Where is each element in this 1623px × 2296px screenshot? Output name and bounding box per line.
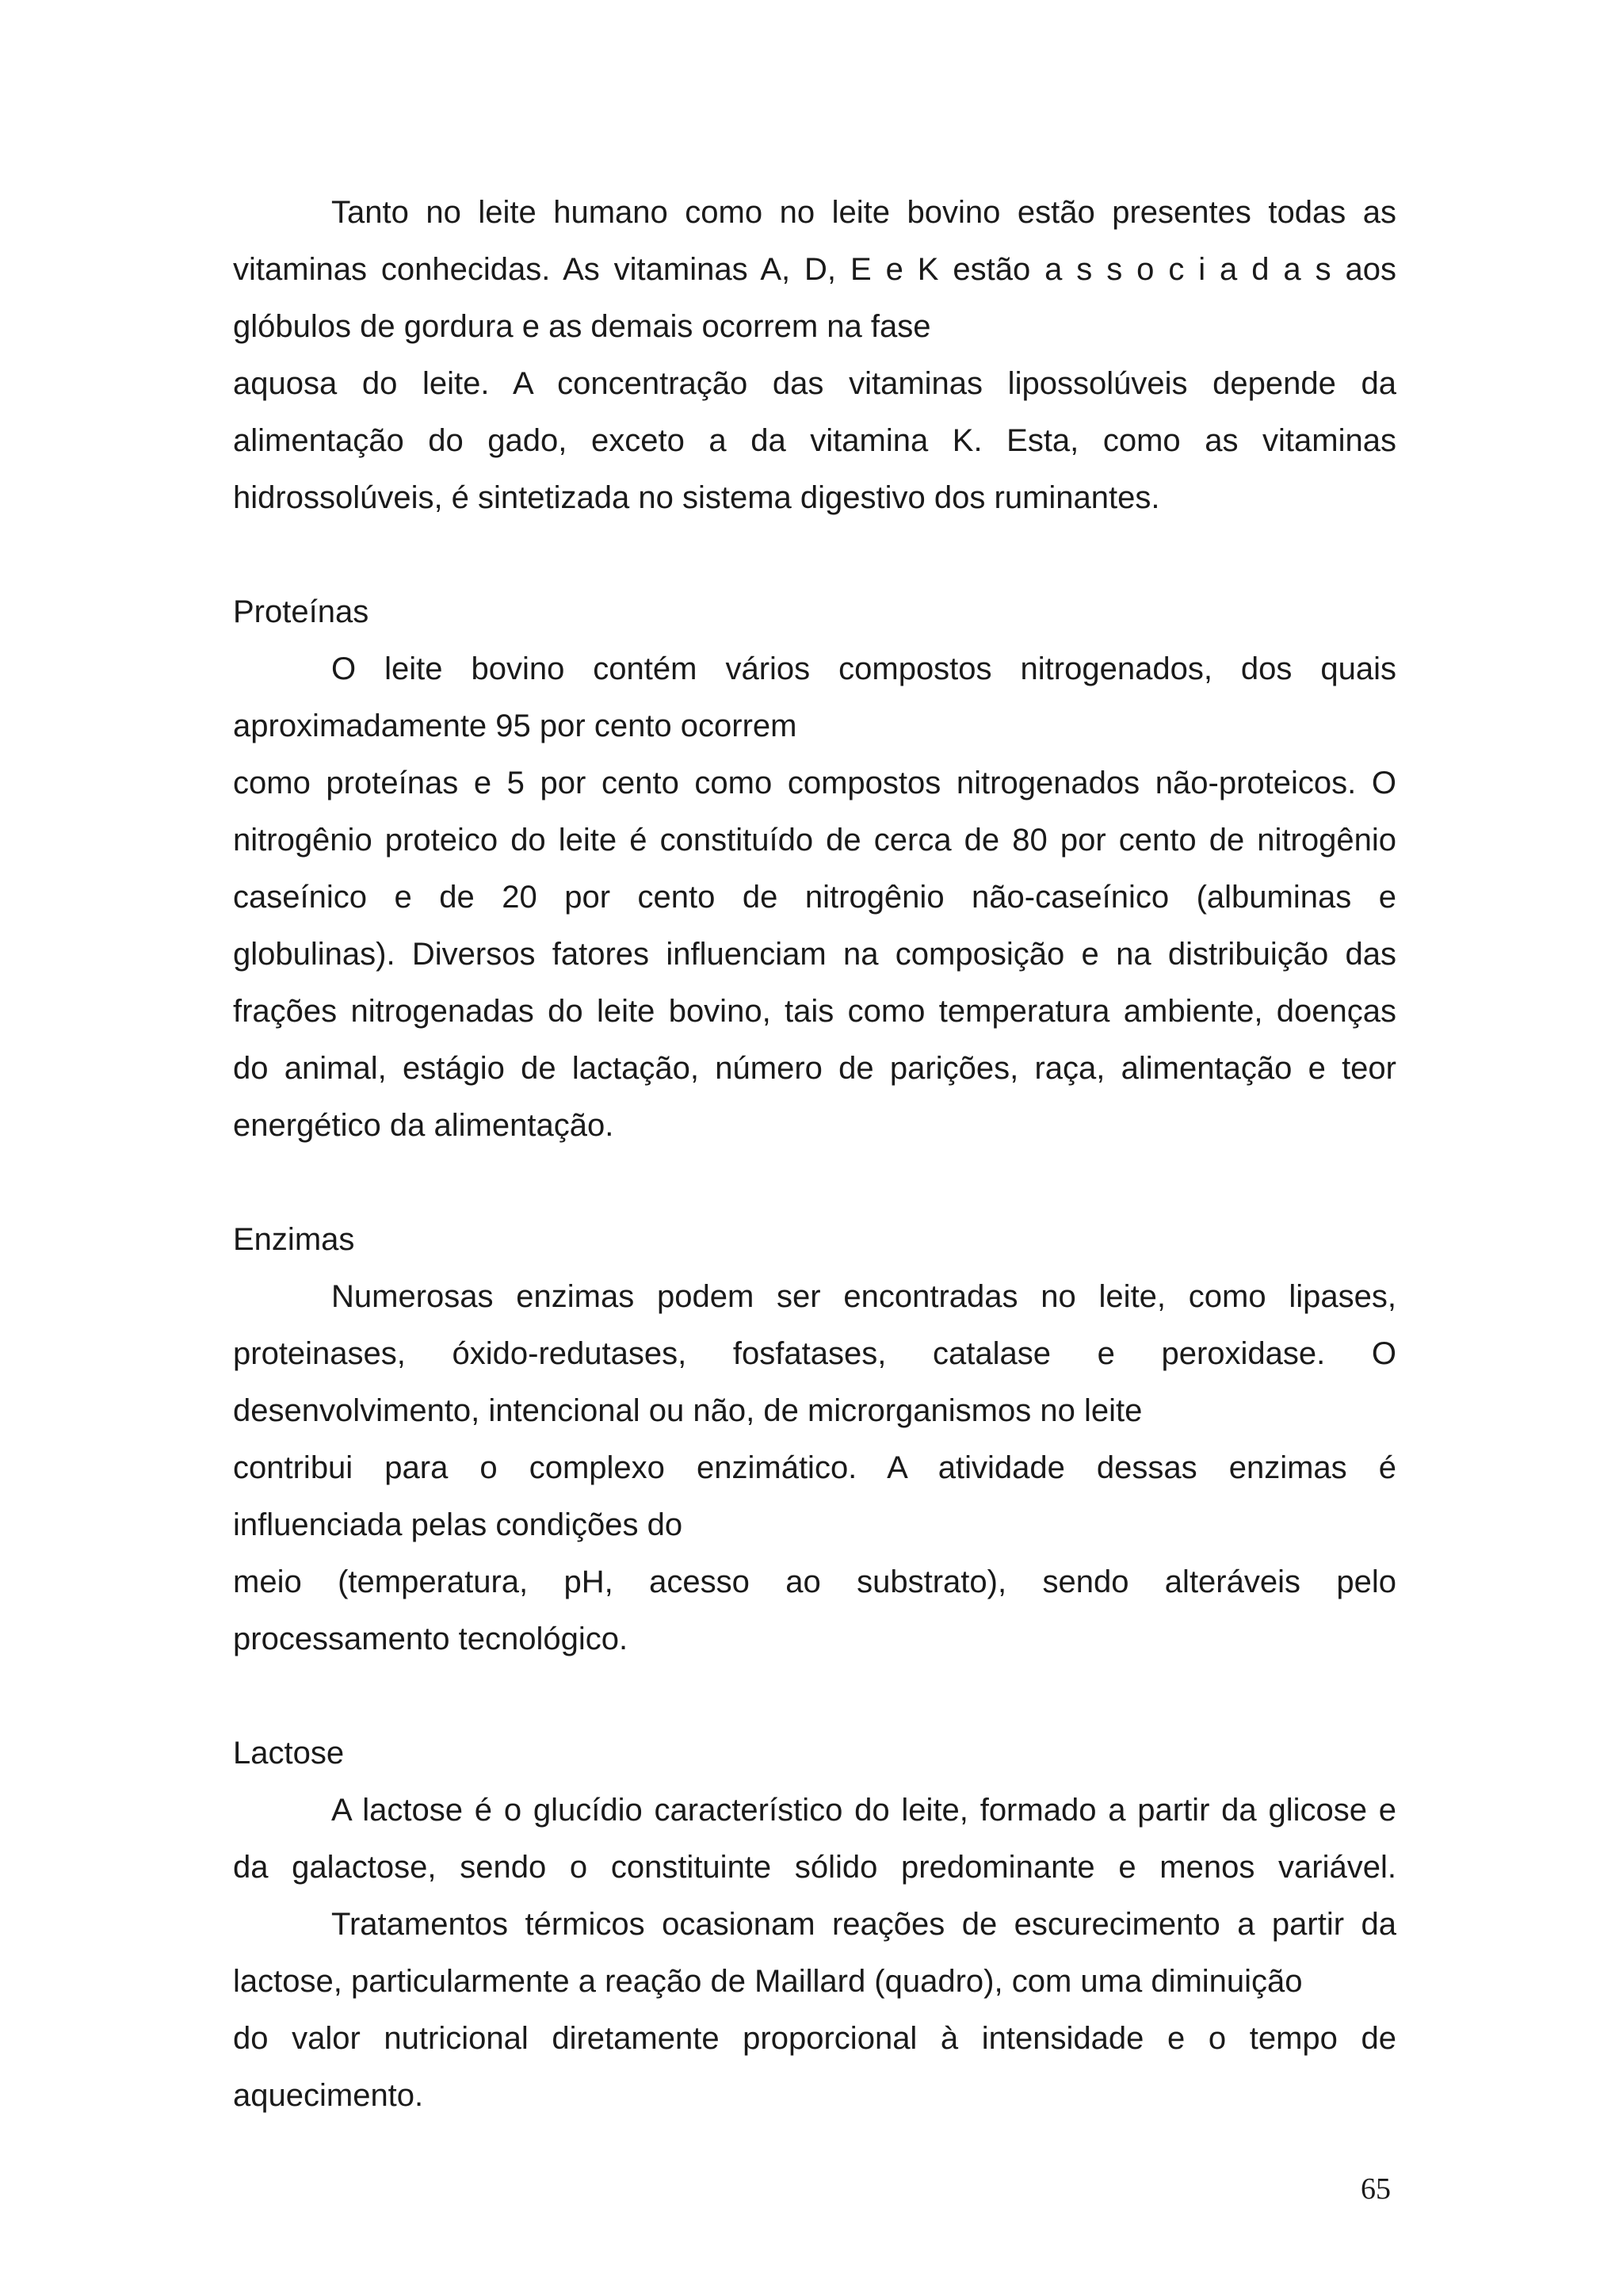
- body-text-line: vitaminas conhecidas. As vitaminas A, D, E e K estão a s s o c i a d a s aos: [233, 252, 1396, 287]
- body-text-line: meio (temperatura, pH, acesso ao substrato), sendo alteráveis pelo: [233, 1564, 1396, 1599]
- body-text-line: aquecimento.: [233, 2078, 424, 2113]
- section-heading: Lactose: [233, 1736, 345, 1771]
- body-text-line: processamento tecnológico.: [233, 1622, 628, 1656]
- body-text-line: influenciada pelas condições do: [233, 1507, 683, 1542]
- page-number: 65: [1361, 2172, 1391, 2206]
- section-heading: Enzimas: [233, 1222, 355, 1257]
- body-text-line: nitrogênio proteico do leite é constituído de cerca de 80 por cento de nitrogênio: [233, 823, 1396, 858]
- body-text-line: frações nitrogenadas do leite bovino, tais como temperatura ambiente, doenças: [233, 994, 1396, 1029]
- body-text-line: energético da alimentação.: [233, 1108, 614, 1143]
- body-text-line: caseínico e de 20 por cento de nitrogênio não-caseínico (albuminas e: [233, 880, 1396, 915]
- body-text-line: como proteínas e 5 por cento como compostos nitrogenados não-proteicos. O: [233, 766, 1396, 800]
- body-text-line: Numerosas enzimas podem ser encontradas no leite, como lipases,: [331, 1279, 1396, 1314]
- body-text-line: glóbulos de gordura e as demais ocorrem na fase: [233, 309, 931, 344]
- section-heading: Proteínas: [233, 594, 369, 629]
- body-text-line: proteinases, óxido-redutases, fosfatases, catalase e peroxidase. O: [233, 1336, 1396, 1371]
- body-text-line: aproximadamente 95 por cento ocorrem: [233, 709, 797, 743]
- body-text-line: Tratamentos térmicos ocasionam reações de escurecimento a partir da: [331, 1907, 1396, 1942]
- body-text-line: da galactose, sendo o constituinte sólido predominante e menos variável.: [233, 1850, 1396, 1885]
- body-text-line: do valor nutricional diretamente proporcional à intensidade e o tempo de: [233, 2021, 1396, 2056]
- body-text-line: lactose, particularmente a reação de Maillard (quadro), com uma diminuição: [233, 1964, 1303, 1999]
- body-text-line: desenvolvimento, intencional ou não, de microrganismos no leite: [233, 1393, 1143, 1428]
- body-text-line: aquosa do leite. A concentração das vitaminas lipossolúveis depende da: [233, 366, 1396, 401]
- body-text-line: O leite bovino contém vários compostos nitrogenados, dos quais: [331, 651, 1396, 686]
- body-text-line: globulinas). Diversos fatores influenciam na composição e na distribuição das: [233, 937, 1396, 972]
- body-text-line: contribui para o complexo enzimático. A atividade dessas enzimas é: [233, 1450, 1396, 1485]
- body-text-line: alimentação do gado, exceto a da vitamina K. Esta, como as vitaminas: [233, 423, 1396, 458]
- body-text-line: A lactose é o glucídio característico do leite, formado a partir da glicose e: [331, 1793, 1396, 1828]
- body-text-line: Tanto no leite humano como no leite bovino estão presentes todas as: [331, 195, 1396, 230]
- body-text-line: do animal, estágio de lactação, número de parições, raça, alimentação e teor: [233, 1051, 1396, 1086]
- body-text-line: hidrossolúveis, é sintetizada no sistema digestivo dos ruminantes.: [233, 480, 1160, 515]
